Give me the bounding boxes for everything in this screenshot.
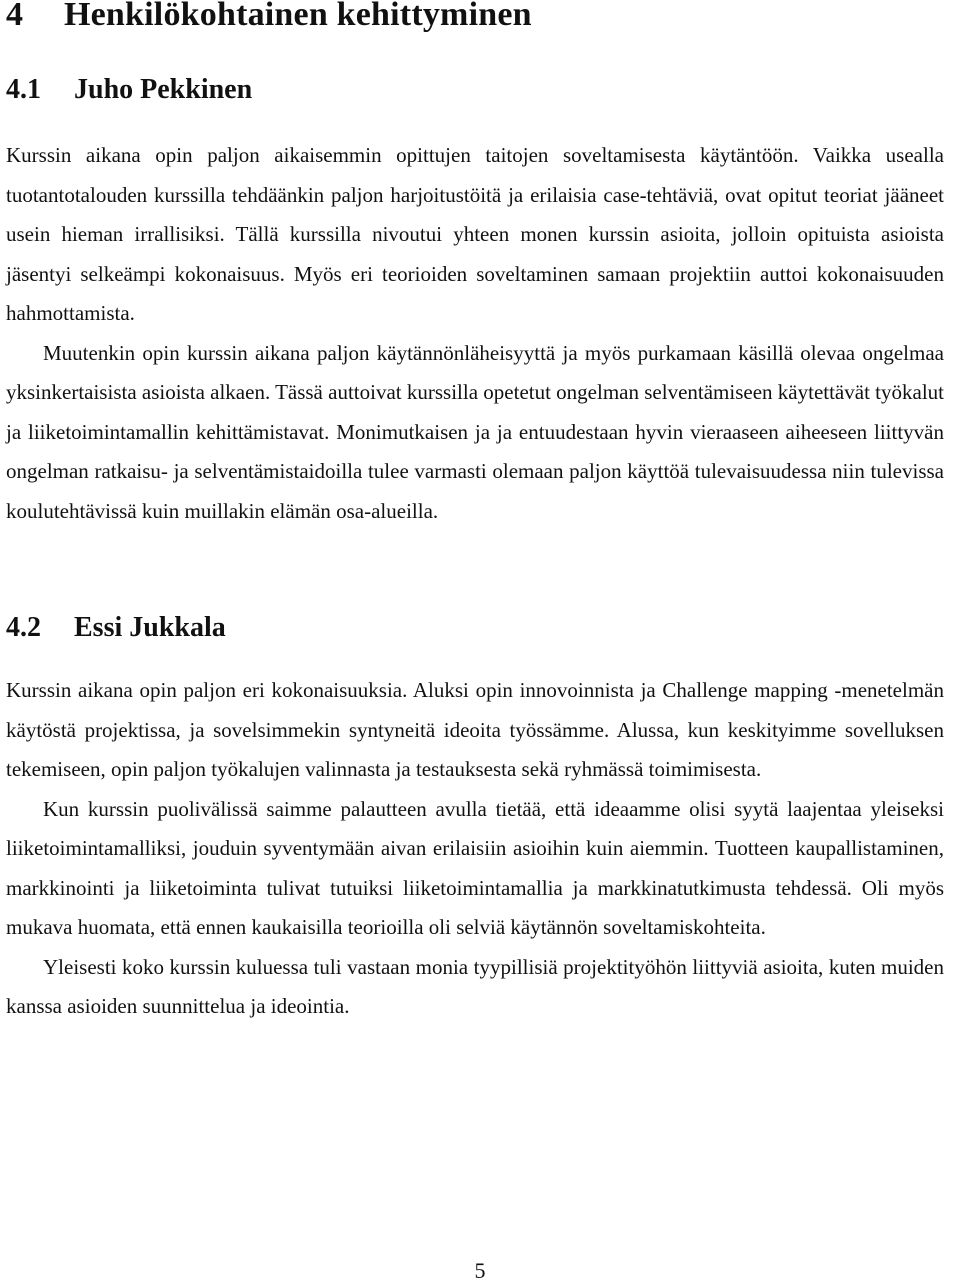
paragraph: Yleisesti koko kurssin kuluessa tuli vastaan monia tyypillisiä projektityöhön liittyviä asioita, kuten muiden kanssa asioiden suunnittelua ja ideointia. [6, 954, 944, 1018]
paragraph: Kurssin aikana opin paljon eri kokonaisuuksia. Aluksi opin innovoinnista ja Challenge mapping -menetelmän käytöstä projektissa, ja sovelsimmekin syntyneitä ideoita työssämme. Alussa, kun keskityimme sovelluksen tekemiseen, opin paljon työkalujen valinnasta ja testauksesta sekä ryhmässä toimimisesta. [6, 678, 944, 781]
section-number: 4.1 [6, 74, 41, 105]
section-body-4-1 [6, 136, 944, 531]
section-heading-4-1 [6, 74, 252, 106]
paragraph: Kurssin aikana opin paljon aikaisemmin opittujen taitojen soveltamisesta käytäntöön. Vaikka usealla tuotantotalouden kurssilla tehdäänkin paljon harjoitustöitä ja erilaisia case-tehtäviä, ovat opitut teoriat jääneet usein hieman irrallisiksi. Tällä kurssilla nivoutui yhteen monen kurssin asioita, jolloin opituista asioista jäsentyi selkeämpi kokonaisuus. Myös eri teorioiden soveltaminen samaan projektiin auttoi kokonaisuuden hahmottamista. [6, 143, 944, 325]
chapter-title: Henkilökohtainen kehittyminen [64, 0, 532, 33]
section-number: 4.2 [6, 612, 41, 643]
section-title: Essi Jukkala [74, 612, 226, 643]
chapter-number: 4 [6, 0, 24, 33]
section-body-4-2 [6, 671, 944, 1027]
paragraph: Kun kurssin puolivälissä saimme palautteen avulla tietää, että ideaamme olisi syytä laajentaa yleiseksi liiketoimintamalliksi, jouduin syventymään aivan erilaisiin asioihin kuin aiemmin. Tuotteen kaupallistaminen, markkinointi ja liiketoiminta tulivat tutuiksi liiketoimintamallia ja markkinatutkimusta tehdessä. Oli myös mukava huomata, että ennen kaukaisilla teorioilla oli selviä käytännön soveltamiskohteita. [6, 796, 944, 939]
section-title: Juho Pekkinen [74, 74, 253, 105]
section-heading-4-2 [6, 612, 226, 644]
paragraph: Muutenkin opin kurssin aikana paljon käytännönläheisyyttä ja myös purkamaan käsillä olevaa ongelmaa yksinkertaisista asioista alkaen. Tässä auttoivat kurssilla opetetut ongelman selventämiseen käytettävät työkalut ja liiketoimintamallin kehittämistavat. Monimutkaisen ja ja entuudestaan hyvin vieraaseen aiheeseen liittyvän ongelman ratkaisu- ja selventämistaidoilla tulee varmasti olemaan paljon käyttöä tulevaisuudessa niin tulevissa koulutehtävissä kuin muillakin elämän osa-alueilla. [6, 340, 944, 523]
page-number: 5 [474, 1258, 486, 1283]
chapter-heading [6, 0, 532, 34]
